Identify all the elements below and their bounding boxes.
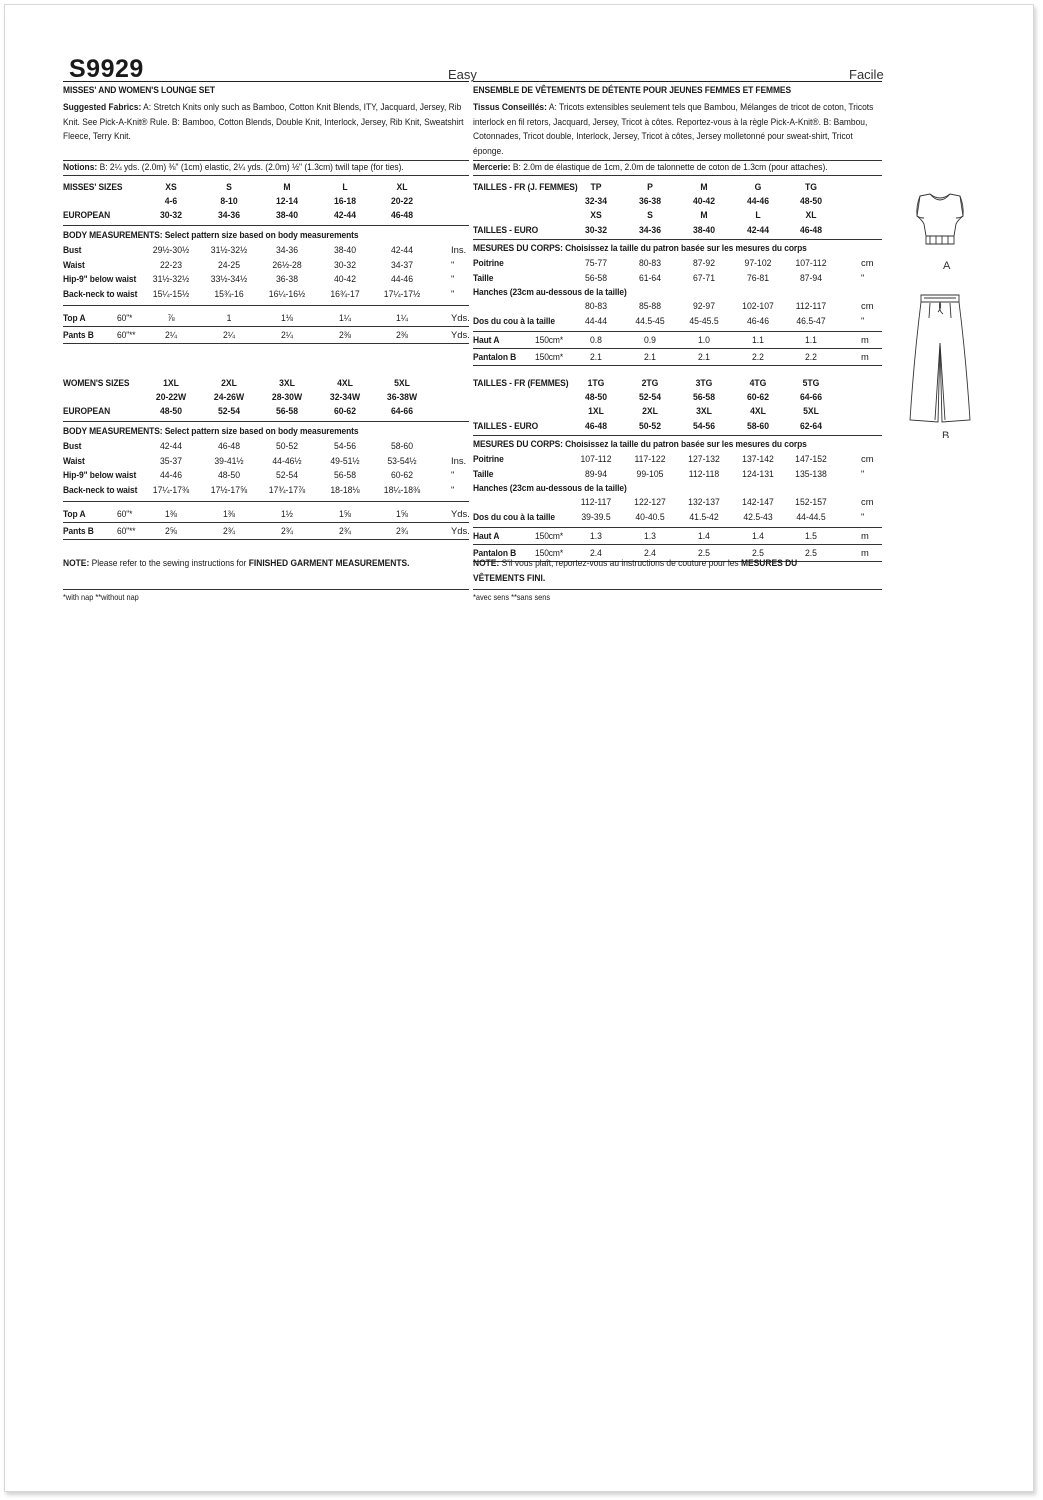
rule bbox=[473, 331, 882, 332]
taille-code: 2TG bbox=[641, 377, 659, 388]
mesure-value: 137-142 bbox=[742, 453, 774, 464]
dos-unit: " bbox=[861, 511, 865, 522]
measurement-value: 60-62 bbox=[390, 469, 414, 480]
measurement-value: 17¼-17½ bbox=[383, 287, 421, 299]
taille-header-label: TAILLES - FR (FEMMES) bbox=[473, 377, 569, 388]
measurement-value: 54-56 bbox=[333, 440, 357, 451]
taille-code: 3TG bbox=[695, 377, 713, 388]
mesure-value: 99-105 bbox=[636, 467, 664, 479]
difficulty-en: Easy bbox=[448, 67, 477, 82]
measurement-value: 56-58 bbox=[333, 469, 357, 480]
measurement-label: Back-neck to waist bbox=[63, 483, 138, 495]
metrage-value: 2.1 bbox=[589, 351, 602, 362]
measurement-value: 35-37 bbox=[159, 454, 183, 466]
measurement-value: 36-38 bbox=[275, 273, 299, 284]
taille-euro: 30-32 bbox=[584, 224, 608, 235]
fabric-width: 60"** bbox=[117, 329, 136, 340]
metrage-value: 1.3 bbox=[643, 530, 656, 541]
metrage-value: 2.4 bbox=[589, 547, 602, 558]
european-size: 46-48 bbox=[390, 209, 414, 220]
european-size: 60-62 bbox=[333, 405, 357, 416]
taille-code: 4TG bbox=[749, 377, 767, 388]
yardage-unit: Yds. bbox=[451, 329, 470, 340]
measurement-unit: " bbox=[451, 483, 455, 495]
metrage-label: Pantalon B bbox=[473, 547, 517, 558]
yardage-value: 2⅜ bbox=[338, 329, 351, 340]
taille-header-label: TAILLES - FR (J. FEMMES) bbox=[473, 181, 578, 192]
measurement-value: 17¼-17⅜ bbox=[152, 483, 190, 495]
measurement-value: 15¾-16 bbox=[214, 287, 244, 299]
measurement-label: Bust bbox=[63, 440, 82, 451]
measurement-value: 39-41½ bbox=[214, 454, 244, 466]
measurement-value: 29½-30½ bbox=[152, 244, 190, 255]
measurement-value: 50-52 bbox=[275, 440, 299, 451]
yardage-value: 2¼ bbox=[164, 329, 177, 340]
hanches-unit: cm bbox=[861, 300, 874, 311]
taille-letter: 3XL bbox=[696, 405, 712, 416]
taille-number: 48-50 bbox=[799, 195, 823, 206]
measurement-value: 33½-34½ bbox=[210, 273, 248, 284]
rule bbox=[473, 239, 882, 240]
yardage-unit: Yds. bbox=[451, 312, 470, 323]
taille-letter: 2XL bbox=[642, 405, 658, 416]
title-en: MISSES' AND WOMEN'S LOUNGE SET bbox=[63, 84, 215, 95]
size-letter: S bbox=[226, 181, 232, 192]
size-number: 20-22 bbox=[390, 195, 414, 206]
metrage-unit: m bbox=[861, 351, 869, 362]
yardage-label: Pants B bbox=[63, 525, 94, 536]
measurement-value: 16¼-16½ bbox=[268, 287, 306, 299]
measurement-value: 18-18⅛ bbox=[330, 483, 360, 495]
hanches-value: 132-137 bbox=[688, 496, 720, 507]
laize: 150cm* bbox=[535, 547, 564, 558]
mesure-unit: " bbox=[861, 271, 865, 283]
size-letter: 1XL bbox=[163, 377, 179, 388]
illustration-label-a: A bbox=[943, 260, 951, 272]
hanches-value: 92-97 bbox=[692, 300, 716, 311]
measurement-value: 44-46 bbox=[159, 469, 183, 480]
mesure-value: 147-152 bbox=[795, 453, 827, 464]
mesure-value: 107-112 bbox=[580, 453, 612, 464]
rule bbox=[473, 527, 882, 528]
size-number: 4-6 bbox=[164, 195, 178, 206]
measurement-unit: " bbox=[451, 469, 455, 480]
measurement-value: 31½-32½ bbox=[210, 244, 248, 255]
pattern-back-sheet bbox=[4, 4, 1034, 1492]
title-fr: ENSEMBLE DE VÊTEMENTS DE DÉTENTE POUR JEUNES FEMMES ET FEMMES bbox=[473, 84, 791, 95]
taille-code: P bbox=[647, 181, 653, 192]
size-letter: 4XL bbox=[337, 377, 353, 388]
taille-number: 48-50 bbox=[584, 391, 608, 402]
metrage-value: 1.1 bbox=[804, 334, 817, 345]
yardage-value: 2¼ bbox=[280, 329, 293, 340]
measurement-label: Waist bbox=[63, 258, 85, 270]
mesure-value: 117-122 bbox=[634, 453, 666, 464]
hanches-value: 112-117 bbox=[795, 300, 827, 311]
measurement-unit: " bbox=[451, 258, 455, 270]
measurement-value: 17¾-17⅞ bbox=[268, 483, 306, 495]
metrage-value: 2.2 bbox=[751, 351, 764, 362]
size-number: 8-10 bbox=[220, 195, 238, 206]
rule bbox=[63, 589, 469, 590]
size-letter: 5XL bbox=[394, 377, 410, 388]
fabric-width: 60"** bbox=[117, 525, 136, 536]
notions-fr: Mercerie: B: 2.0m de élastique de 1cm, 2.0m de talonnette de coton de 1.3cm (pour attaches). bbox=[473, 161, 828, 172]
taille-letter: S bbox=[647, 209, 653, 220]
metrage-value: 0.9 bbox=[643, 334, 656, 345]
measurement-value: 53-54½ bbox=[387, 454, 417, 466]
metrage-value: 2.1 bbox=[643, 351, 656, 362]
body-measurements-heading: BODY MEASUREMENTS: Select pattern size based on body measurements bbox=[63, 425, 359, 436]
mesures-heading: MESURES DU CORPS: Choisissez la taille du patron basée sur les mesures du corps bbox=[473, 242, 807, 253]
yardage-value: 2⅜ bbox=[395, 329, 408, 340]
size-number: 28-30W bbox=[271, 391, 303, 402]
mesure-value: 107-112 bbox=[795, 257, 827, 268]
metrage-value: 2.5 bbox=[804, 547, 817, 558]
header-rule-en bbox=[63, 81, 469, 82]
mesure-value: 61-64 bbox=[638, 271, 662, 283]
measurement-value: 24-25 bbox=[217, 258, 241, 270]
metrage-value: 2.2 bbox=[804, 351, 817, 362]
mesures-heading: MESURES DU CORPS: Choisissez la taille du patron basée sur les mesures du corps bbox=[473, 438, 807, 449]
european-size: 34-36 bbox=[217, 209, 241, 220]
hanches-unit: cm bbox=[861, 496, 874, 507]
hanches-value: 80-83 bbox=[584, 300, 608, 311]
rule bbox=[473, 544, 882, 545]
metrage-value: 2.1 bbox=[697, 351, 710, 362]
yardage-label: Top A bbox=[63, 312, 86, 323]
dos-value: 44-44 bbox=[584, 315, 608, 326]
rule bbox=[473, 365, 882, 366]
measurement-unit: " bbox=[451, 273, 455, 284]
taille-number: 36-38 bbox=[638, 195, 662, 206]
measurement-value: 40-42 bbox=[333, 273, 357, 284]
taille-euro: 46-48 bbox=[584, 420, 608, 431]
mesure-unit: cm bbox=[861, 257, 874, 268]
measurement-value: 15¼-15½ bbox=[152, 287, 190, 299]
mesure-value: 97-102 bbox=[744, 257, 772, 268]
yardage-value: 1⅝ bbox=[395, 508, 408, 519]
dos-value: 46-46 bbox=[746, 315, 770, 326]
european-size: 52-54 bbox=[217, 405, 241, 416]
mesure-value: 56-58 bbox=[584, 271, 608, 283]
taille-letter: 1XL bbox=[588, 405, 604, 416]
taille-number: 40-42 bbox=[692, 195, 716, 206]
yardage-label: Pants B bbox=[63, 329, 94, 340]
taille-euro: 46-48 bbox=[799, 224, 823, 235]
size-letter: 3XL bbox=[279, 377, 295, 388]
metrage-value: 1.0 bbox=[697, 334, 710, 345]
measurement-value: 26½-28 bbox=[272, 258, 302, 270]
measurement-value: 30-32 bbox=[333, 258, 357, 270]
rule bbox=[473, 175, 882, 176]
metrage-value: 1.1 bbox=[751, 334, 764, 345]
european-size: 64-66 bbox=[390, 405, 414, 416]
mesure-value: 67-71 bbox=[692, 271, 716, 283]
size-number: 24-26W bbox=[213, 391, 245, 402]
taille-euro: 42-44 bbox=[746, 224, 770, 235]
metrage-value: 0.8 bbox=[589, 334, 602, 345]
size-header-label: MISSES' SIZES bbox=[63, 181, 123, 192]
measurement-value: 44-46½ bbox=[272, 454, 302, 466]
dos-value: 41.5-42 bbox=[689, 511, 719, 522]
hanches-value: 142-147 bbox=[742, 496, 774, 507]
yardage-value: 1½ bbox=[280, 508, 293, 519]
measurement-value: 46-48 bbox=[217, 440, 241, 451]
taille-euro-label: TAILLES - EURO bbox=[473, 224, 539, 235]
measurement-value: 16¾-17 bbox=[330, 287, 360, 299]
hanches-value: 85-88 bbox=[638, 300, 662, 311]
laize: 150cm* bbox=[535, 334, 564, 345]
taille-letter: XS bbox=[590, 209, 602, 220]
dos-label: Dos du cou à la taille bbox=[473, 511, 555, 522]
hanches-value: 112-117 bbox=[580, 496, 612, 507]
measurement-value: 52-54 bbox=[275, 469, 299, 480]
yardage-unit: Yds. bbox=[451, 525, 470, 536]
measurement-value: 42-44 bbox=[390, 244, 414, 255]
fabric-width: 60"* bbox=[117, 312, 133, 323]
yardage-unit: Yds. bbox=[451, 508, 470, 519]
measurement-unit: Ins. bbox=[451, 244, 467, 255]
measurement-value: 34-36 bbox=[275, 244, 299, 255]
european-size: 30-32 bbox=[159, 209, 183, 220]
rule bbox=[473, 348, 882, 349]
metrage-label: Haut A bbox=[473, 530, 500, 541]
yardage-value: 2¼ bbox=[222, 329, 235, 340]
taille-letter: L bbox=[755, 209, 761, 220]
dos-value: 39-39.5 bbox=[581, 511, 611, 522]
footnote-fr: *avec sens **sans sens bbox=[473, 593, 551, 602]
rule bbox=[63, 421, 469, 422]
hanches-value: 122-127 bbox=[634, 496, 666, 507]
yardage-value: 1⅛ bbox=[280, 312, 293, 323]
laize: 150cm* bbox=[535, 530, 564, 541]
measurement-label: Hip-9" below waist bbox=[63, 469, 137, 480]
rule bbox=[63, 326, 469, 327]
mesure-value: 112-118 bbox=[688, 467, 720, 479]
measurement-value: 48-50 bbox=[217, 469, 241, 480]
mesure-label: Taille bbox=[473, 467, 494, 479]
taille-number: 44-46 bbox=[746, 195, 770, 206]
taille-euro: 50-52 bbox=[638, 420, 662, 431]
taille-euro: 54-56 bbox=[692, 420, 716, 431]
rule bbox=[63, 343, 469, 344]
metrage-unit: m bbox=[861, 334, 869, 345]
metrage-value: 1.4 bbox=[751, 530, 764, 541]
fabrics-fr: Tissus Conseillés: A: Tricots extensibles seulement tels que Bambou, Mélanges de tricot de coton, Tricots interlock en fil retors, Jacquard, Jersey, Tricot à côtes. Reportez-vous à la règle Pick-A-Knit®. B: Bambou, Cotonnades, Tricot double, Interlock, Jersey, Tricot à côtes, Jersey molletonné pour sweat-shirt, Tricot éponge. bbox=[473, 101, 874, 156]
fabrics-en: Suggested Fabrics: A: Stretch Knits only such as Bamboo, Cotton Knit Blends, ITY, Jacquard, Jersey, Rib Knit. See Pick-A-Knit® Rule. B: Bamboo, Cotton Blends, Double Knit, Interlock, Jersey, Rib Knit, Sweatshirt Fleece, Terry Knit. bbox=[63, 101, 464, 141]
metrage-value: 2.5 bbox=[697, 547, 710, 558]
european-label: EUROPEAN bbox=[63, 405, 111, 416]
measurement-value: 34-37 bbox=[390, 258, 414, 270]
laize: 150cm* bbox=[535, 351, 564, 362]
measurement-unit: " bbox=[451, 287, 455, 299]
taille-euro: 62-64 bbox=[799, 420, 823, 431]
size-header-label: WOMEN'S SIZES bbox=[63, 377, 130, 388]
measurement-value: 17½-17⅝ bbox=[210, 483, 248, 495]
rule bbox=[473, 435, 882, 436]
hanches-label: Hanches (23cm au-dessous de la taille) bbox=[473, 482, 627, 493]
taille-euro-label: TAILLES - EURO bbox=[473, 420, 539, 431]
footnote-en: *with nap **without nap bbox=[63, 593, 139, 602]
rule bbox=[63, 305, 469, 306]
taille-number: 32-34 bbox=[584, 195, 608, 206]
dos-value: 40-40.5 bbox=[635, 511, 665, 522]
taille-number: 52-54 bbox=[638, 391, 662, 402]
measurement-value: 31½-32½ bbox=[152, 273, 190, 284]
yardage-value: ⅞ bbox=[167, 312, 175, 323]
metrage-value: 2.4 bbox=[643, 547, 656, 558]
size-number: 12-14 bbox=[275, 195, 299, 206]
yardage-value: 2⅝ bbox=[164, 525, 177, 536]
european-size: 56-58 bbox=[275, 405, 299, 416]
taille-letter: 5XL bbox=[803, 405, 819, 416]
rule bbox=[473, 589, 882, 590]
metrage-value: 1.4 bbox=[697, 530, 710, 541]
mesure-label: Poitrine bbox=[473, 257, 504, 268]
rule bbox=[63, 539, 469, 540]
hanches-label: Hanches (23cm au-dessous de la taille) bbox=[473, 286, 627, 297]
dos-value: 45-45.5 bbox=[689, 315, 719, 326]
taille-code: 1TG bbox=[587, 377, 605, 388]
measurement-value: 38-40 bbox=[333, 244, 357, 255]
measurement-value: 44-46 bbox=[390, 273, 414, 284]
dos-value: 42.5-43 bbox=[743, 511, 773, 522]
top-a-illustration bbox=[917, 194, 963, 244]
taille-euro: 58-60 bbox=[746, 420, 770, 431]
note-en: NOTE: Please refer to the sewing instructions for FINISHED GARMENT MEASUREMENTS. bbox=[63, 557, 410, 568]
measurement-value: 49-51½ bbox=[330, 454, 360, 466]
taille-letter: M bbox=[700, 209, 708, 220]
mesure-value: 87-94 bbox=[799, 271, 823, 283]
mesure-value: 80-83 bbox=[638, 257, 662, 268]
dos-value: 44.5-45 bbox=[635, 315, 665, 326]
mesure-value: 89-94 bbox=[584, 467, 608, 479]
fabric-width: 60"* bbox=[117, 508, 133, 519]
dos-value: 46.5-47 bbox=[796, 315, 826, 326]
measurement-label: Waist bbox=[63, 454, 85, 466]
mesure-unit: cm bbox=[861, 453, 874, 464]
difficulty-fr: Facile bbox=[849, 67, 884, 82]
mesure-unit: " bbox=[861, 467, 865, 479]
yardage-value: 1¼ bbox=[395, 312, 408, 323]
taille-euro: 38-40 bbox=[692, 224, 716, 235]
rule bbox=[63, 522, 469, 523]
yardage-value: 1 bbox=[226, 312, 232, 323]
mesure-value: 76-81 bbox=[746, 271, 770, 283]
measurement-value: 22-23 bbox=[159, 258, 183, 270]
yardage-value: 2¾ bbox=[222, 525, 235, 536]
mesure-value: 75-77 bbox=[584, 257, 608, 268]
size-letter: XL bbox=[396, 181, 408, 192]
european-size: 48-50 bbox=[159, 405, 183, 416]
rule bbox=[63, 501, 469, 502]
size-letter: XS bbox=[165, 181, 177, 192]
pattern-number: S9929 bbox=[69, 55, 144, 83]
mesure-label: Poitrine bbox=[473, 453, 504, 464]
taille-code: 5TG bbox=[802, 377, 820, 388]
european-label: EUROPEAN bbox=[63, 209, 111, 220]
measurement-value: 42-44 bbox=[159, 440, 183, 451]
rule bbox=[63, 175, 469, 176]
dos-value: 44-44.5 bbox=[796, 511, 826, 522]
metrage-value: 1.5 bbox=[804, 530, 817, 541]
yardage-value: 2¾ bbox=[395, 525, 408, 536]
measurement-unit: Ins. bbox=[451, 454, 467, 466]
dos-label: Dos du cou à la taille bbox=[473, 315, 555, 326]
taille-number: 56-58 bbox=[692, 391, 716, 402]
hanches-value: 152-157 bbox=[795, 496, 827, 507]
taille-code: M bbox=[700, 181, 708, 192]
mesure-value: 124-131 bbox=[742, 467, 774, 479]
mesure-value: 87-92 bbox=[692, 257, 716, 268]
note-fr: NOTE: S'il vous plaît, reportez-vous au instructions de couture pour les MESURES DU VÊTEMENTS FINI. bbox=[473, 557, 798, 583]
metrage-label: Haut A bbox=[473, 334, 500, 345]
european-size: 42-44 bbox=[333, 209, 357, 220]
size-letter: L bbox=[342, 181, 348, 192]
notions-en: Notions: B: 2¼ yds. (2.0m) ⅜" (1cm) elastic, 2¼ yds. (2.0m) ½" (1.3cm) twill tape (for ties). bbox=[63, 161, 404, 172]
mesure-value: 127-132 bbox=[688, 453, 720, 464]
measurement-label: Bust bbox=[63, 244, 82, 255]
yardage-value: 1⅝ bbox=[338, 508, 351, 519]
taille-euro: 34-36 bbox=[638, 224, 662, 235]
metrage-unit: m bbox=[861, 530, 869, 541]
taille-letter: XL bbox=[805, 209, 817, 220]
pants-b-illustration bbox=[910, 295, 970, 422]
metrage-unit: m bbox=[861, 547, 869, 558]
mesure-label: Taille bbox=[473, 271, 494, 283]
size-number: 36-38W bbox=[386, 391, 418, 402]
metrage-value: 1.3 bbox=[589, 530, 602, 541]
size-number: 32-34W bbox=[329, 391, 361, 402]
size-letter: 2XL bbox=[221, 377, 237, 388]
yardage-value: 1⅜ bbox=[164, 508, 177, 519]
measurement-label: Back-neck to waist bbox=[63, 287, 138, 299]
garment-illustrations bbox=[900, 188, 980, 438]
taille-code: G bbox=[754, 181, 762, 192]
european-size: 38-40 bbox=[275, 209, 299, 220]
size-number: 20-22W bbox=[155, 391, 187, 402]
measurement-value: 18¼-18⅜ bbox=[383, 483, 421, 495]
taille-number: 60-62 bbox=[746, 391, 770, 402]
metrage-value: 2.5 bbox=[751, 547, 764, 558]
rule bbox=[63, 225, 469, 226]
dos-unit: " bbox=[861, 315, 865, 326]
size-number: 16-18 bbox=[333, 195, 357, 206]
mesure-value: 135-138 bbox=[795, 467, 827, 479]
taille-code: TP bbox=[590, 181, 602, 192]
taille-code: TG bbox=[805, 181, 817, 192]
header-rule-fr bbox=[473, 81, 882, 82]
yardage-value: 1⅜ bbox=[222, 508, 235, 519]
yardage-value: 2¾ bbox=[338, 525, 351, 536]
measurement-value: 58-60 bbox=[390, 440, 414, 451]
yardage-value: 2¾ bbox=[280, 525, 293, 536]
taille-number: 64-66 bbox=[799, 391, 823, 402]
illustration-label-b: B bbox=[942, 430, 950, 438]
yardage-value: 1¼ bbox=[338, 312, 351, 323]
yardage-label: Top A bbox=[63, 508, 86, 519]
taille-letter: 4XL bbox=[750, 405, 766, 416]
body-measurements-heading: BODY MEASUREMENTS: Select pattern size based on body measurements bbox=[63, 229, 359, 240]
size-letter: M bbox=[283, 181, 291, 192]
metrage-label: Pantalon B bbox=[473, 351, 517, 362]
hanches-value: 102-107 bbox=[742, 300, 774, 311]
measurement-label: Hip-9" below waist bbox=[63, 273, 137, 284]
